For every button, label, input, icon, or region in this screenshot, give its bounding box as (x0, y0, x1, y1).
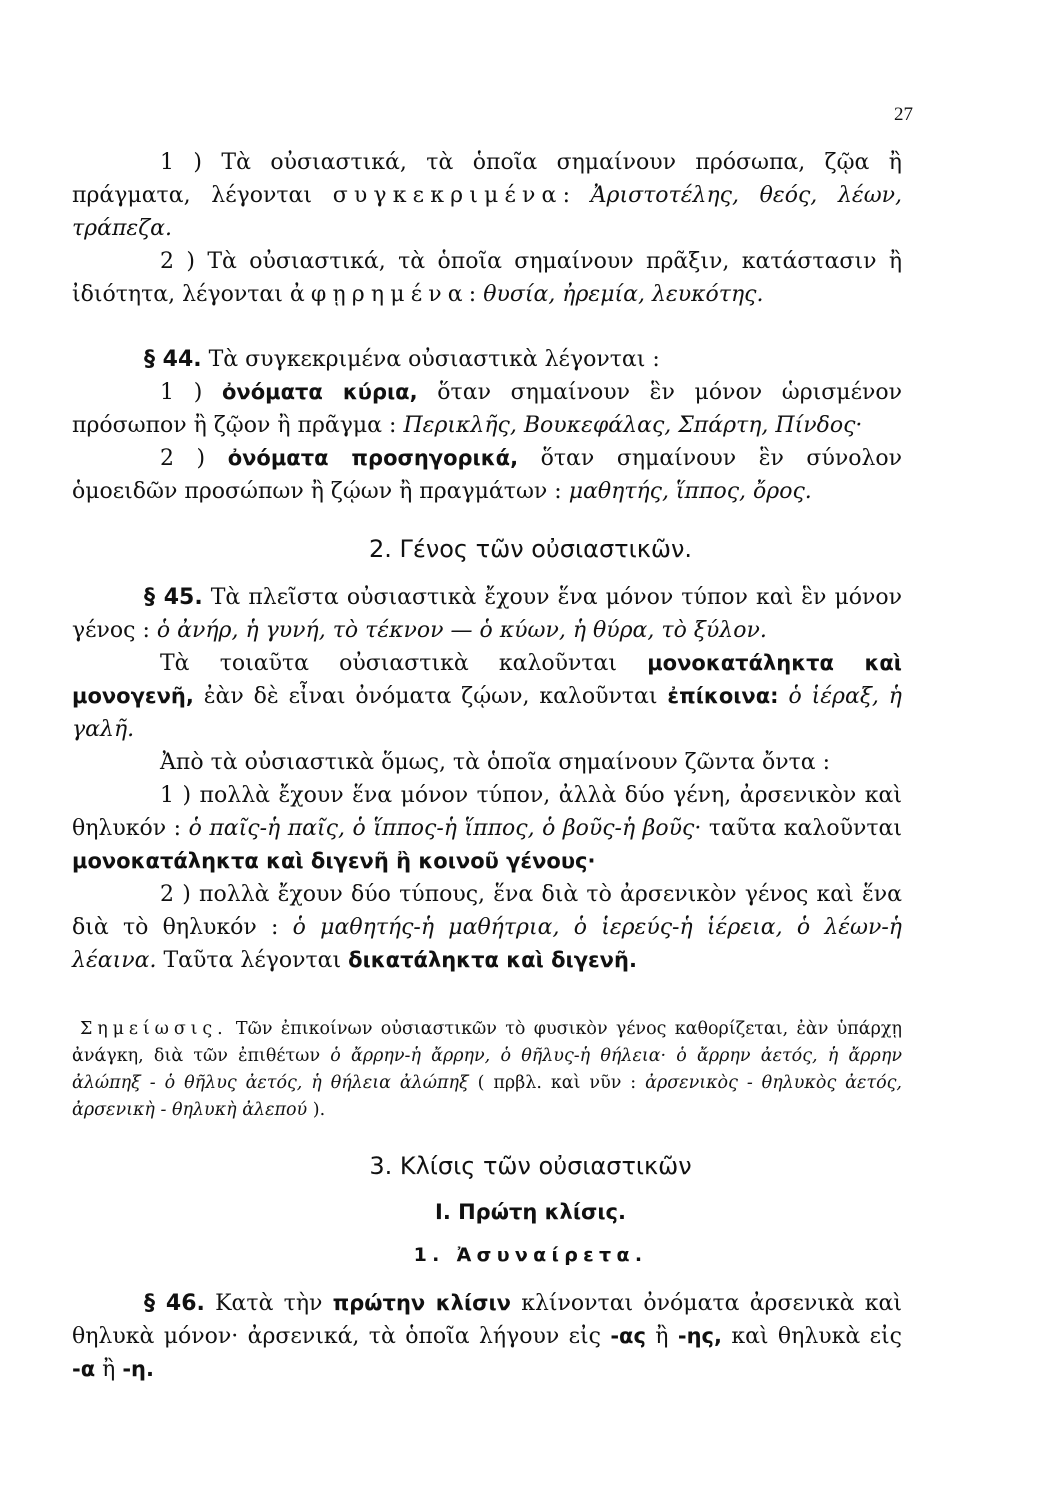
term-common-gender: μονοκατάληκτα καὶ διγενῆ ἢ κοινοῦ γένους· (72, 849, 596, 873)
sec45-p1-text: Τὰ πλεῖστα οὐσιαστικὰ ἔχουν ἕνα μόνον τύπον καὶ ἓν μόνον γένος : (72, 585, 902, 643)
term-epicene: ἐπίκοινα: (667, 684, 779, 708)
ending-a: -α (72, 1357, 96, 1381)
sec46-t5: ἢ (95, 1357, 123, 1382)
note-block (72, 1016, 902, 1124)
sec45-p5-mid: Ταῦτα λέγονται (156, 948, 349, 973)
term-concrete: συγκεκριμένα (332, 183, 563, 208)
term-proper-nouns: ὀνόματα κύρια, (221, 380, 418, 404)
ending-as: -ας (610, 1324, 646, 1348)
sec45-p2-text: Τὰ τοιαῦτα οὐσιαστικὰ καλοῦνται (160, 651, 648, 676)
sec45-p2-mid: ἐὰν δὲ εἶναι ὀνόματα ζῴων, καλοῦνται (193, 684, 668, 709)
sec45-p1-examples: ὁ ἀνήρ, ἡ γυνή, τὸ τέκνον — ὁ κύων, ἡ θύρα, τὸ ξύλον. (156, 618, 767, 643)
sec45-p4-text: 1 ) πολλὰ ἔχουν ἕνα μόνον τύπον, ἀλλὰ δύο γένη, ἀρσενικὸν καὶ θηλυκόν : (72, 783, 902, 841)
sec45-p5 (72, 878, 902, 977)
sec44-intro-text: Τὰ συγκεκριμένα οὐσιαστικὰ λέγονται : (201, 347, 660, 372)
para2-examples: θυσία, ἠρεμία, λευκότης. (483, 282, 764, 307)
concrete-abstract-section (72, 146, 902, 311)
heading-uncontracted: 1. Ἀσυναίρετα. (413, 1244, 648, 1266)
term-first-declension: πρώτην κλίσιν (332, 1291, 511, 1315)
sec45-p1 (72, 581, 902, 647)
sec44-item1-num: 1 ) (160, 380, 222, 405)
note-ex3: ἀρσενικὸς - θηλυκὸς ἀετός, ἀρσενικὴ - θηλυκὴ ἀλεπού (72, 1073, 902, 1120)
para1-text: 1 ) Τὰ οὐσιαστικά, τὰ ὁποῖα σημαίνουν πρόσωπα, ζῷα ἢ πράγματα, λέγονται (72, 150, 902, 208)
sec45-p2 (72, 647, 902, 746)
term-common-nouns: ὀνόματα προσηγορικά, (227, 446, 519, 470)
sec45-p4 (72, 779, 902, 878)
paragraph-abstract (72, 245, 902, 311)
page-number: 27 (894, 104, 913, 125)
sec45-p5-text: 2 ) πολλὰ ἔχουν δύο τύπους, ἕνα διὰ τὸ ἀρσενικὸν γένος καὶ ἕνα διὰ τὸ θηλυκόν : (72, 882, 902, 940)
sec44-item1-examples: Περικλῆς, Βουκεφάλας, Σπάρτη, Πίνδος· (403, 413, 863, 438)
ending-e: -η. (122, 1357, 154, 1381)
note-text2: ( πρβλ. καὶ νῦν : (468, 1073, 646, 1093)
sec46-t3: ἢ (645, 1324, 678, 1349)
para1-examples: Ἀριστοτέλης, θεός, λέων, τράπεζα. (72, 183, 903, 241)
sec45-marker: § 45. (144, 585, 203, 610)
section-44 (72, 343, 902, 508)
sec44-item2-examples: μαθητής, ἵππος, ὄρος. (568, 479, 812, 504)
sec46-marker: § 46. (144, 1291, 205, 1316)
note-label: Σημείωσις. (80, 1019, 228, 1039)
term-monocatalectic: μονοκατάληκτα καὶ μονογενῆ, (72, 651, 902, 708)
section-45 (72, 581, 902, 977)
sec45-p3 (72, 746, 902, 779)
note-ex2: ὁ ἄρρην ἀετός, ἡ ἄρρην ἀλώπηξ - ὁ θῆλυς ἀετός, ἡ θήλεια ἀλώπηξ (72, 1046, 902, 1093)
sec44-item1-text: ὅταν σημαίνουν ἓν μόνον ὡρισμένον πρόσωπον ἢ ζῷον ἢ πρᾶγμα : (72, 380, 902, 438)
heading-gender: 2. Γένος τῶν οὐσιαστικῶν. (368, 535, 693, 563)
sec44-marker: § 44. (144, 347, 202, 372)
heading-declension: 3. Κλίσις τῶν οὐσιαστικῶν (369, 1152, 692, 1180)
heading-first-declension: Ι. Πρώτη κλίσις. (435, 1200, 626, 1224)
sec44-item2-num: 2 ) (160, 446, 228, 471)
section-46 (72, 1287, 902, 1386)
sec46-t1: Κατὰ τὴν (204, 1291, 333, 1316)
paragraph-concrete (72, 146, 902, 245)
sec46-t4: καὶ θηλυκὰ εἰς (721, 1324, 902, 1349)
term-abstract: ἀφῃρημένα (289, 282, 469, 307)
note-ex1: ὁ ἄρρην-ἡ ἄρρην, ὁ θῆλυς-ἡ θήλεια· (330, 1046, 667, 1066)
para2-colon: : (468, 282, 484, 307)
sec45-p5-examples: ὁ μαθητής-ἡ μαθήτρια, ὁ ἱερεύς-ἡ ἱέρεια, ὁ λέων-ἡ λέαινα. (72, 915, 902, 973)
sec44-item2 (72, 442, 902, 508)
sec45-p4-examples: ὁ παῖς-ἡ παῖς, ὁ ἵππος-ἡ ἵππος, ὁ βοῦς-ἡ βοῦς· (188, 816, 702, 841)
ending-es: -ης, (677, 1324, 722, 1348)
sec45-p4-mid: ταῦτα καλοῦνται (701, 816, 902, 841)
sec44-intro (72, 343, 902, 376)
note-paragraph (72, 1016, 902, 1124)
note-text3: ). (307, 1100, 326, 1120)
term-dicatalectic: δικατάληκτα καὶ διγενῆ. (348, 948, 637, 972)
sec45-p2-examples: ὁ ἱέραξ, ἡ γαλῆ. (72, 684, 902, 742)
para2-text: 2 ) Τὰ οὐσιαστικά, τὰ ὁποῖα σημαίνουν πρᾶξιν, κατάστασιν ἢ ἰδιότητα, λέγονται (72, 249, 902, 307)
sec44-item2-text: ὅταν σημαίνουν ἓν σύνολον ὁμοειδῶν προσώπων ἢ ζῴων ἢ πραγμάτων : (72, 446, 903, 504)
para1-colon: : (562, 183, 591, 208)
sec46-t2: κλίνονται ὀνόματα ἀρσενικὰ καὶ θηλυκὰ μόνον· ἀρσενικά, τὰ ὁποῖα λήγουν εἰς (72, 1291, 902, 1349)
sec45-p3-text: Ἀπὸ τὰ οὐσιαστικὰ ὅμως, τὰ ὁποῖα σημαίνουν ζῶντα ὄντα : (160, 750, 831, 775)
note-text1: Τῶν ἐπικοίνων οὐσιαστικῶν τὸ φυσικὸν γένος καθορίζεται, ἐὰν ὑπάρχῃ ἀνάγκη, διὰ τῶν ἐπιθέτων (72, 1019, 902, 1066)
sec46-paragraph (72, 1287, 902, 1386)
sec44-item1 (72, 376, 902, 442)
